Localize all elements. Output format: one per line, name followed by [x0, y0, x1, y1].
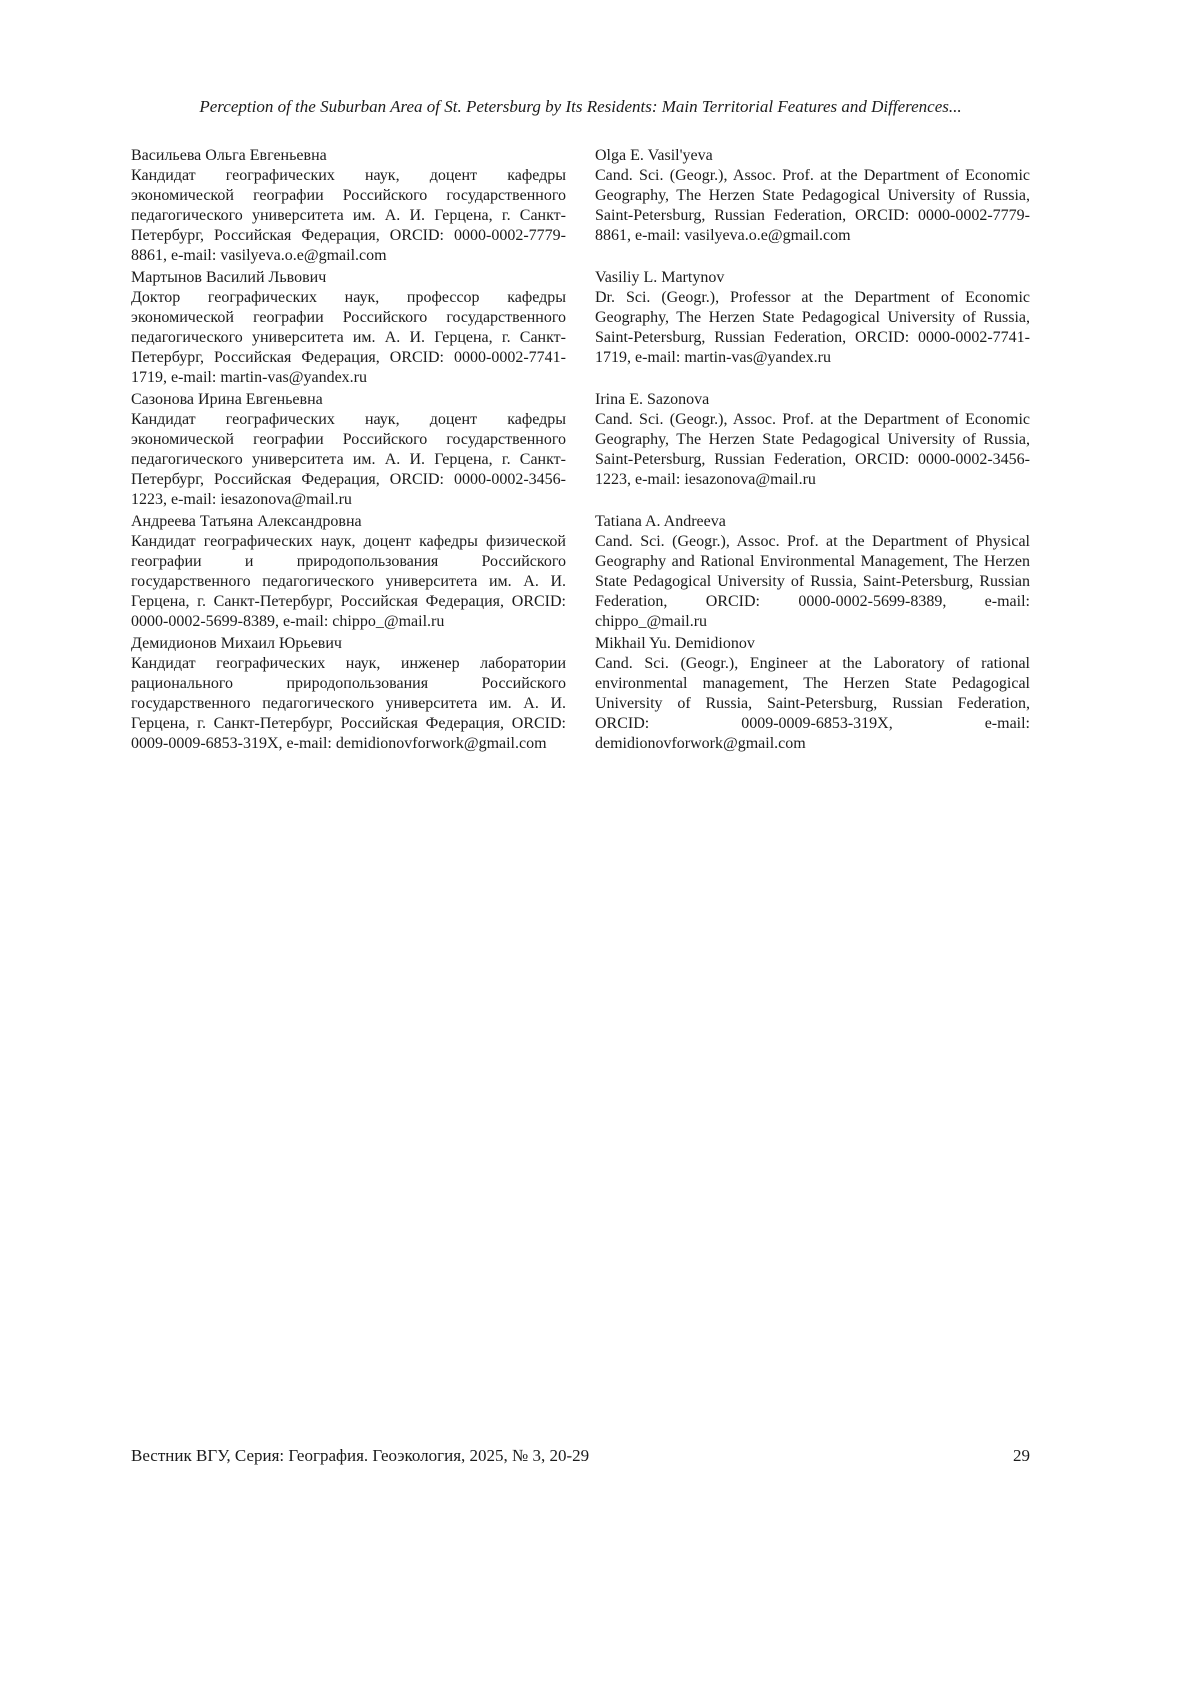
author-name-en: Mikhail Yu. Demidionov [595, 635, 755, 652]
author-column-ru [131, 268, 566, 388]
author-entry [131, 268, 1030, 388]
author-bio-ru: Кандидат географических наук, доцент кафедры экономической географии Российского государственного педагогического университета им. А. И. Герцена, г. Санкт-Петербург, Российская Федерация, ORCID: 0000-0002-7779-8861, e-mail: vasilyeva.o.e@gmail.com [131, 167, 566, 264]
author-bio-ru: Кандидат географических наук, доцент кафедры экономической географии Российского государственного педагогического университета им. А. И. Герцена, г. Санкт-Петербург, Российская Федерация, ORCID: 0000-0002-3456-1223, e-mail: iesazonova@mail.ru [131, 411, 566, 508]
author-column-en [595, 146, 1030, 246]
author-name-ru: Демидионов Михаил Юрьевич [131, 635, 342, 652]
author-name-en: Vasiliy L. Martynov [595, 269, 725, 286]
author-name-ru: Васильева Ольга Евгеньевна [131, 147, 327, 164]
authors-section [131, 146, 1030, 756]
author-bio-ru: Кандидат географических наук, доцент кафедры физической географии и природопользования Российского государственного педагогического университета им. А. И. Герцена, г. Санкт-Петербург, Российская Федерация, ORCID: 0000-0002-5699-8389, e-mail: chippo_@mail.ru [131, 533, 566, 630]
author-column-en [595, 390, 1030, 490]
author-name-ru: Сазонова Ирина Евгеньевна [131, 391, 323, 408]
author-bio-en: Cand. Sci. (Geogr.), Assoc. Prof. at the Department of Economic Geography, The Herzen State Pedagogical University of Russia, Saint-Petersburg, Russian Federation, ORCID: 0000-0002-7779-8861, e-mail: vasilyeva.o.e@gmail.com [595, 167, 1030, 244]
page-footer [131, 1445, 1030, 1466]
author-bio-ru: Доктор географических наук, профессор кафедры экономической географии Российского государственного педагогического университета им. А. И. Герцена, г. Санкт-Петербург, Российская Федерация, ORCID: 0000-0002-7741-1719, e-mail: martin-vas@yandex.ru [131, 289, 566, 386]
running-head: Perception of the Suburban Area of St. Petersburg by Its Residents: Main Territorial Features and Differences... [199, 97, 962, 116]
author-column-ru [131, 512, 566, 632]
author-bio-en: Dr. Sci. (Geogr.), Professor at the Department of Economic Geography, The Herzen State Pedagogical University of Russia, Saint-Petersburg, Russian Federation, ORCID: 0000-0002-7741-1719, e-mail: martin-vas@yandex.ru [595, 289, 1030, 366]
author-bio-ru: Кандидат географических наук, инженер лаборатории рационального природопользования Российского государственного педагогического университета им. А. И. Герцена, г. Санкт-Петербург, Российская Федерация, ORCID: 0009-0009-6853-319X, e-mail: demidionovforwork@gmail.com [131, 655, 566, 752]
author-column-en [595, 512, 1030, 632]
author-column-en [595, 634, 1030, 754]
author-name-en: Tatiana A. Andreeva [595, 513, 726, 530]
author-name-en: Irina E. Sazonova [595, 391, 710, 408]
author-entry [131, 512, 1030, 632]
author-column-ru [131, 634, 566, 754]
author-column-ru [131, 390, 566, 510]
author-entry [131, 146, 1030, 266]
author-bio-en: Cand. Sci. (Geogr.), Assoc. Prof. at the Department of Physical Geography and Rational Environmental Management, The Herzen State Pedagogical University of Russia, Saint-Petersburg, Russian Federation, ORCID: 0000-0002-5699-8389, e-mail: chippo_@mail.ru [595, 533, 1030, 630]
author-name-en: Olga E. Vasil'yeva [595, 147, 713, 164]
author-column-ru [131, 146, 566, 266]
author-name-ru: Мартынов Василий Львович [131, 269, 327, 286]
author-bio-en: Cand. Sci. (Geogr.), Assoc. Prof. at the Department of Economic Geography, The Herzen State Pedagogical University of Russia, Saint-Petersburg, Russian Federation, ORCID: 0000-0002-3456-1223, e-mail: iesazonova@mail.ru [595, 411, 1030, 488]
author-entry [131, 390, 1030, 510]
page-number: 29 [1013, 1446, 1030, 1465]
author-bio-en: Cand. Sci. (Geogr.), Engineer at the Laboratory of rational environmental management, The Herzen State Pedagogical University of Russia, Saint-Petersburg, Russian Federation, ORCID: 0009-0009-6853-319X, e-mail: demidionovforwork@gmail.com [595, 655, 1030, 752]
journal-citation: Вестник ВГУ, Серия: География. Геоэкология, 2025, № 3, 20-29 [131, 1446, 590, 1465]
author-entry [131, 634, 1030, 754]
author-column-en [595, 268, 1030, 368]
author-name-ru: Андреева Татьяна Александровна [131, 513, 362, 530]
